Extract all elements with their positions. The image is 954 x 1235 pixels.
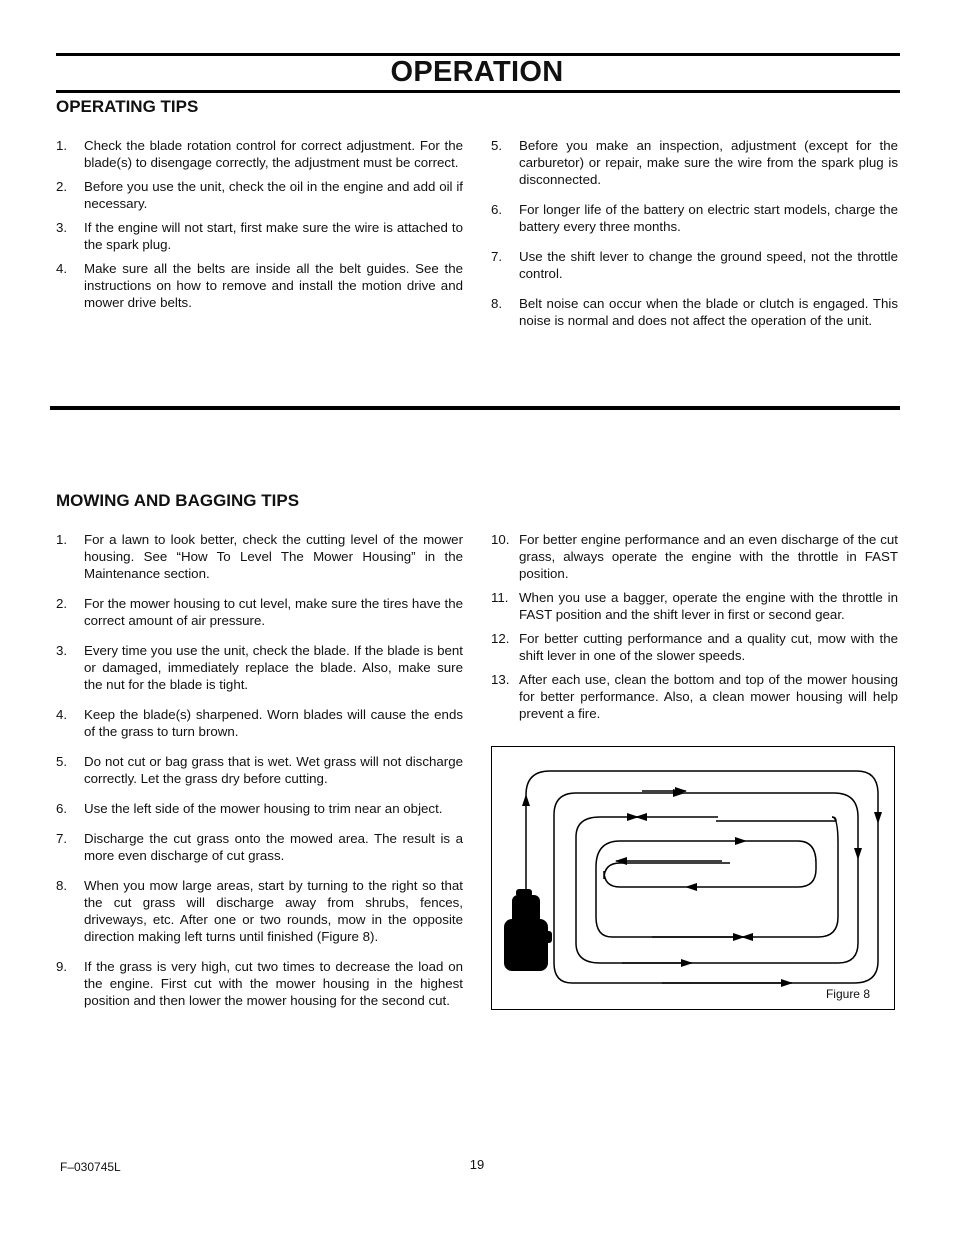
item-text: When you use a bagger, operate the engine with the throttle in FAST position and the shift lever in first or second gear. — [519, 590, 898, 622]
item-number: 10. — [491, 532, 510, 547]
list-item — [491, 531, 898, 582]
list-item — [491, 589, 898, 623]
mowing-tips-heading: MOWING AND BAGGING TIPS — [56, 491, 300, 510]
list-item — [56, 137, 463, 171]
item-number: 6. — [56, 801, 68, 816]
item-text: If the engine will not start, first make sure the wire is attached to the spark plug. — [84, 220, 463, 252]
list-item — [491, 248, 898, 282]
list-item — [491, 201, 898, 235]
path-loop-2-right — [576, 817, 858, 963]
item-number: 7. — [56, 831, 68, 846]
item-number: 1. — [56, 138, 68, 153]
item-text: Use the shift lever to change the ground speed, not the throttle control. — [519, 249, 898, 281]
operating-tips-heading: OPERATING TIPS — [56, 97, 199, 116]
path-loop-1 — [526, 771, 878, 823]
item-number: 1. — [56, 532, 68, 547]
list-item — [56, 178, 463, 212]
list-item — [56, 642, 463, 693]
item-number: 5. — [56, 754, 68, 769]
item-number: 8. — [491, 296, 503, 311]
item-text: Belt noise can occur when the blade or clutch is engaged. This noise is normal and does not affect the operation of the unit. — [519, 296, 898, 328]
mowing-path-diagram — [492, 747, 896, 1011]
figure-8-mowing-pattern — [491, 746, 895, 1010]
item-number: 13. — [491, 672, 510, 687]
document-code: F–030745L — [60, 1160, 121, 1174]
item-number: 6. — [491, 202, 503, 217]
item-text: For longer life of the battery on electric start models, charge the battery every three months. — [519, 202, 898, 234]
item-text: Do not cut or bag grass that is wet. Wet grass will not discharge correctly. Let the grass dry before cutting. — [84, 754, 463, 786]
item-text: Use the left side of the mower housing to trim near an object. — [84, 801, 443, 816]
item-text: Discharge the cut grass onto the mowed area. The result is a more even discharge of cut grass. — [84, 831, 463, 863]
list-item — [491, 295, 898, 329]
item-number: 2. — [56, 179, 68, 194]
list-item — [56, 877, 463, 945]
item-text: When you mow large areas, start by turning to the right so that the cut grass will discharge away from shrubs, fences, driveways, etc. After one or two rounds, mow in the opposite direction making left turns until finished (Figure 8). — [84, 878, 463, 944]
item-text: For a lawn to look better, check the cutting level of the mower housing. See “How To Level The Mower Housing” in the Maintenance section. — [84, 532, 463, 581]
item-text: Keep the blade(s) sharpened. Worn blades will cause the ends of the grass to turn brown. — [84, 707, 463, 739]
list-item — [56, 800, 463, 817]
item-text: Every time you use the unit, check the blade. If the blade is bent or damaged, immediately replace the blade. Also, make sure the nut for the blade is tight. — [84, 643, 463, 692]
mowing-tips-right-list — [491, 531, 898, 722]
path-loop-4-top — [686, 841, 816, 887]
list-item — [56, 706, 463, 740]
list-item — [56, 753, 463, 787]
item-text: Make sure all the belts are inside all the belt guides. See the instructions on how to remove and install the motion drive and mower drive belts. — [84, 261, 463, 310]
operating-tips-right-list — [491, 137, 898, 329]
path-loop-4-bottom — [604, 863, 730, 887]
item-text: Before you use the unit, check the oil in the engine and add oil if necessary. — [84, 179, 463, 211]
path-loop-3-top — [716, 817, 836, 821]
section-divider — [50, 406, 900, 410]
item-text: For better cutting performance and a quality cut, mow with the shift lever in one of the slower speeds. — [519, 631, 898, 663]
item-text: Before you make an inspection, adjustment (except for the carburetor) or repair, make sure the wire from the spark plug is disconnected. — [519, 138, 898, 187]
item-text: If the grass is very high, cut two times to decrease the load on the engine. First cut with the mower housing in the highest position and then lower the mower housing for the second cut. — [84, 959, 463, 1008]
list-item — [491, 137, 898, 188]
list-item — [56, 260, 463, 311]
item-number: 5. — [491, 138, 503, 153]
path-loop-3-right — [742, 817, 838, 937]
operating-tips-left-list — [56, 137, 463, 311]
title-underline — [56, 90, 900, 93]
page-number: 19 — [469, 1157, 485, 1172]
item-text: After each use, clean the bottom and top of the mower housing for better performance. Also, a clean mower housing will help prevent a fire. — [519, 672, 898, 721]
item-text: For the mower housing to cut level, make sure the tires have the correct amount of air pressure. — [84, 596, 463, 628]
item-number: 3. — [56, 643, 68, 658]
list-item — [56, 958, 463, 1009]
list-item — [56, 219, 463, 253]
item-number: 12. — [491, 631, 510, 646]
item-number: 8. — [56, 878, 68, 893]
list-item — [491, 630, 898, 664]
figure-caption: Figure 8 — [825, 987, 870, 1001]
mowing-tips-left-list — [56, 531, 463, 1009]
item-number: 4. — [56, 261, 68, 276]
item-number: 9. — [56, 959, 68, 974]
riding-mower-icon — [504, 889, 552, 971]
item-number: 3. — [56, 220, 68, 235]
list-item — [491, 671, 898, 722]
item-number: 2. — [56, 596, 68, 611]
item-text: Check the blade rotation control for correct adjustment. For the blade(s) to disengage correctly, the adjustment must be correct. — [84, 138, 463, 170]
item-number: 7. — [491, 249, 503, 264]
list-item — [56, 595, 463, 629]
page-title: OPERATION — [390, 56, 564, 88]
list-item — [56, 830, 463, 864]
path-loop-2-top — [684, 793, 858, 859]
item-number: 11. — [491, 590, 509, 605]
item-number: 4. — [56, 707, 68, 722]
item-text: For better engine performance and an even discharge of the cut grass, always operate the engine with the throttle in FAST position. — [519, 532, 898, 581]
path-loop-3-bottom — [596, 841, 746, 937]
list-item — [56, 531, 463, 582]
